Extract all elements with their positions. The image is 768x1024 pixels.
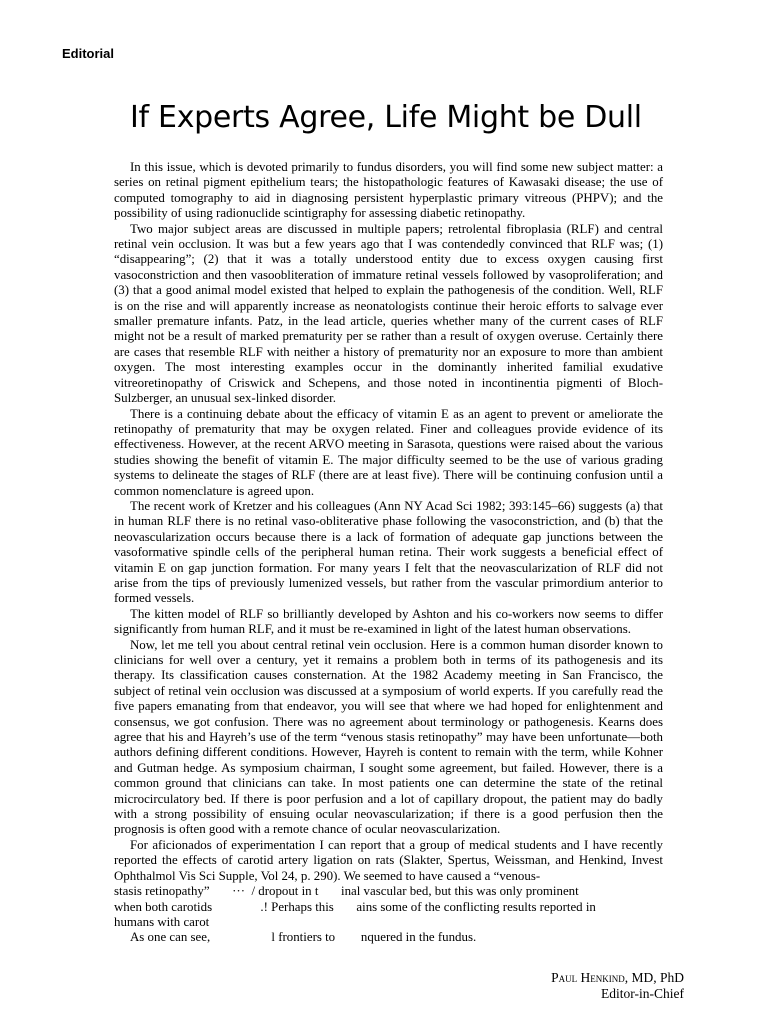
paragraph-5: The kitten model of RLF so brilliantly developed by Ashton and his co-workers now seems to differ significantly from human RLF, and it must be re-examined in light of the latest human observations. [114,606,663,637]
section-label: Editorial [62,46,115,61]
author-first-name: Paul [551,970,578,985]
paragraph-1: In this issue, which is devoted primarily to fundus disorders, you will find some new subject matter: a series on retinal pigment epithelium tears; the histopathologic features of Kawasaki disease; the use of computed tomography to aid in diagnosing persistent hyperplastic primary vitreous (PHPV); and the possibility of using radionuclide scintigraphy for assessing diabetic retinopathy. [114,160,663,221]
author-credentials: , MD, PhD [624,970,684,985]
editorial-body [114,160,663,946]
torn-line-2: when both carotids .! Perhaps this ains some of the conflicting results reported in [114,899,596,914]
torn-line-1: stasis retinopathy” ··· / dropout in t inal vascular bed, but this was only prominent [114,884,579,899]
torn-line-3: humans with carot [114,914,210,929]
author-name [551,970,684,986]
torn-line-4: As one can see, l frontiers to nquered in the fundus. [130,930,477,945]
signature-block [551,970,684,1002]
paragraph-4: The recent work of Kretzer and his colleagues (Ann NY Acad Sci 1982; 393:145–66) suggests (a) that in human RLF there is no retinal vaso-obliterative phase following the vasoconstriction, and (b) that the neovascularization occurs because there is a lack of formation of adequate gap junctions between the vasoformative spindle cells of the peripheral human retina. Their work suggests a beneficial effect of vitamin E on gap junction formation. For many years I felt that the neovascularization of RLF did not arise from the tips of previously lumenized vessels, but rather from the vascular primordium anterior to formed vessels. [114,498,663,606]
paragraph-3: There is a continuing debate about the efficacy of vitamin E as an agent to prevent or ameliorate the retinopathy of prematurity that may be oxygen related. Finer and colleagues provide evidence of its effectiveness. However, at the recent ARVO meeting in Sarasota, questions were raised about the various studies showing the benefit of vitamin E. The major difficulty seemed to be the use of various grading systems to delineate the stages of RLF (there are at least five). There will be continuing confusion until a common nomenclature is agreed upon. [114,406,663,498]
paragraph-6: Now, let me tell you about central retinal vein occlusion. Here is a common human disorder known to clinicians for well over a century, yet it remains a problem both in terms of its pathogenesis and its therapy. Its classification causes consternation. At the 1982 Academy meeting in San Francisco, the subject of retinal vein occlusion was discussed at a symposium of world experts. If you carefully read the five papers emanating from that endeavor, you will see that where we had hoped for enlightenment and consensus, we got confusion. There was no agreement about terminology or pathogenesis. Kearns does agree that his and Hayreh’s use of the term “venous stasis retinopathy” may have been unfortunate—both authors defining different conditions. However, Hayreh is content to remain with the term, while Kohner and Gutman hedge. As symposium chairman, I sought some agreement, but failed. However, there is a common ground that clinicians can take. In most patients one can determine the state of the retinal microcirculatory bed. If there is poor perfusion and a lot of capillary dropout, the patient may do badly with a strong possibility of ensuing ocular neovascularization; if there is a good perfusion then the prognosis is often good with a remote chance of ocular neovascularization. [114,637,663,837]
editorial-title: If Experts Agree, Life Might be Dull [130,100,642,135]
author-role: Editor-in-Chief [601,986,684,1001]
author-last-name: Henkind [580,970,625,985]
paragraph-7: For aficionados of experimentation I can report that a group of medical students and I have recently reported the effects of carotid artery ligation on rats (Slakter, Spertus, Weissman, and Henkind, Invest Ophthalmol Vis Sci Supple, Vol 24, p. 290). We seemed to have caused a “venous- [114,837,663,883]
paragraph-2: Two major subject areas are discussed in multiple papers; retrolental fibroplasia (RLF) and central retinal vein occlusion. It was but a few years ago that I was contendedly convinced that RLF was; (1) “disappearing”; (2) that it was a totally understood entity due to excess oxygen causing first vasoconstriction and then vasoobliteration of immature retinal vessels followed by vasoproliferation; and (3) that a good animal model existed that helped to explain the pathogenesis of the condition. Well, RLF is on the rise and will apparently increase as neonatologists continue their heroic efforts to salvage ever smaller premature infants. Patz, in the lead article, queries whether many of the current cases of RLF might not be a result of marked prematurity per se rather than a result of oxygen overuse. Certainly there are cases that resemble RLF with neither a history of prematurity nor an exposure to more than ambient oxygen. The most interesting examples occur in the dominantly inherited familial exudative vitreoretinopathy of Criswick and Schepens, and those noted in incontinentia pigmenti of Bloch-Sulzberger, an unusual sex-linked disorder. [114,221,663,406]
